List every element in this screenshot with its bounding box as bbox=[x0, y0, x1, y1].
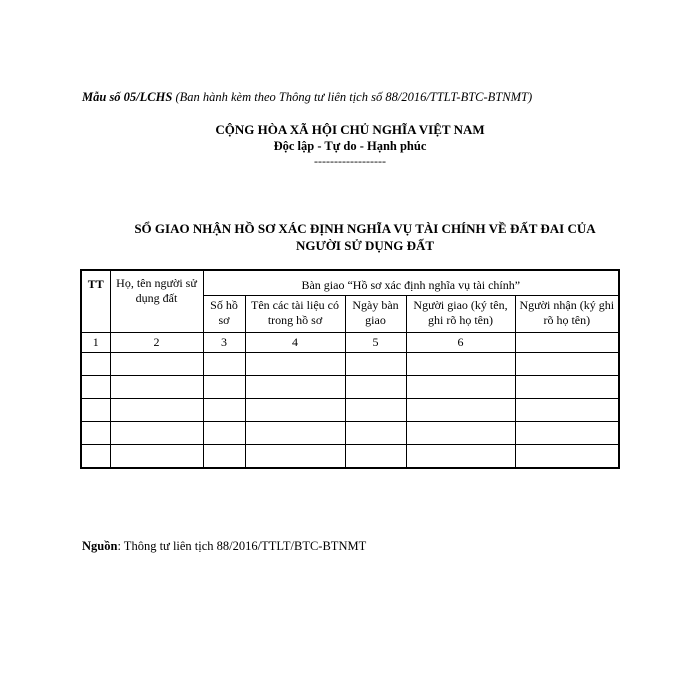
col-header-tt: TT bbox=[81, 270, 110, 333]
col-header-handover-group: Bàn giao “Hồ sơ xác định nghĩa vụ tài chính” bbox=[203, 270, 619, 296]
table-cell bbox=[245, 422, 345, 445]
table-cell bbox=[81, 422, 110, 445]
table-cell bbox=[203, 353, 245, 376]
table-cell bbox=[515, 422, 619, 445]
col-header-receiver: Người nhận (ký ghi rõ họ tên) bbox=[515, 296, 619, 333]
country-name: CỘNG HÒA XÃ HỘI CHỦ NGHĨA VIỆT NAM bbox=[215, 122, 485, 137]
source-text: : Thông tư liên tịch 88/2016/TTLT/BTC-BTNMT bbox=[117, 539, 367, 553]
column-number-row bbox=[81, 333, 619, 353]
table-cell bbox=[345, 399, 406, 422]
table-cell bbox=[406, 422, 515, 445]
form-issuance-note: (Ban hành kèm theo Thông tư liên tịch số 88/2016/TTLT-BTC-BTNMT) bbox=[175, 90, 533, 104]
table-cell bbox=[110, 422, 203, 445]
national-header bbox=[0, 121, 700, 167]
table-cell bbox=[245, 445, 345, 469]
table-cell bbox=[515, 376, 619, 399]
table-cell bbox=[245, 399, 345, 422]
table-row bbox=[81, 376, 619, 399]
table-cell bbox=[345, 422, 406, 445]
form-code: Mẫu số 05/LCHS bbox=[82, 90, 173, 104]
col-header-name: Họ, tên người sử dụng đất bbox=[110, 270, 203, 333]
table-row bbox=[81, 399, 619, 422]
table-cell bbox=[345, 445, 406, 469]
form-number-line bbox=[82, 90, 682, 105]
source-note bbox=[82, 539, 366, 554]
table-cell bbox=[203, 376, 245, 399]
table-cell bbox=[245, 353, 345, 376]
header-row-1 bbox=[81, 270, 619, 296]
table-cell bbox=[110, 445, 203, 469]
column-number: 3 bbox=[203, 333, 245, 353]
col-header-document-names: Tên các tài liệu có trong hồ sơ bbox=[245, 296, 345, 333]
col-header-file-number: Số hồ sơ bbox=[203, 296, 245, 333]
col-header-handover-date: Ngày bàn giao bbox=[345, 296, 406, 333]
table-cell bbox=[81, 399, 110, 422]
table-cell bbox=[81, 376, 110, 399]
table-cell bbox=[345, 376, 406, 399]
table-cell bbox=[515, 445, 619, 469]
column-number bbox=[515, 333, 619, 353]
column-number: 5 bbox=[345, 333, 406, 353]
table-cell bbox=[81, 445, 110, 469]
title-line-1: SỔ GIAO NHẬN HỒ SƠ XÁC ĐỊNH NGHĨA VỤ TÀI CHÍNH VỀ ĐẤT ĐAI CỦA bbox=[134, 221, 596, 236]
column-number: 6 bbox=[406, 333, 515, 353]
title-line-2: NGƯỜI SỬ DỤNG ĐẤT bbox=[295, 238, 435, 253]
table-cell bbox=[245, 376, 345, 399]
table-cell bbox=[203, 445, 245, 469]
table-cell bbox=[406, 353, 515, 376]
document-title bbox=[60, 220, 670, 254]
table-cell bbox=[345, 353, 406, 376]
column-number: 1 bbox=[81, 333, 110, 353]
table-cell bbox=[406, 445, 515, 469]
table-cell bbox=[515, 399, 619, 422]
table-cell bbox=[203, 422, 245, 445]
table-cell bbox=[406, 399, 515, 422]
table-cell bbox=[203, 399, 245, 422]
table-row bbox=[81, 445, 619, 469]
handover-ledger-table bbox=[80, 269, 620, 469]
table-cell bbox=[406, 376, 515, 399]
header-separator: ------------------ bbox=[314, 154, 386, 168]
table-cell bbox=[110, 376, 203, 399]
column-number: 4 bbox=[245, 333, 345, 353]
table-cell bbox=[110, 353, 203, 376]
table-cell bbox=[81, 353, 110, 376]
table-cell bbox=[110, 399, 203, 422]
column-number: 2 bbox=[110, 333, 203, 353]
col-header-deliverer: Người giao (ký tên, ghi rõ họ tên) bbox=[406, 296, 515, 333]
source-label: Nguồn bbox=[82, 539, 118, 553]
table-row bbox=[81, 353, 619, 376]
national-motto: Độc lập - Tự do - Hạnh phúc bbox=[273, 139, 427, 153]
table-cell bbox=[515, 353, 619, 376]
table-row bbox=[81, 422, 619, 445]
